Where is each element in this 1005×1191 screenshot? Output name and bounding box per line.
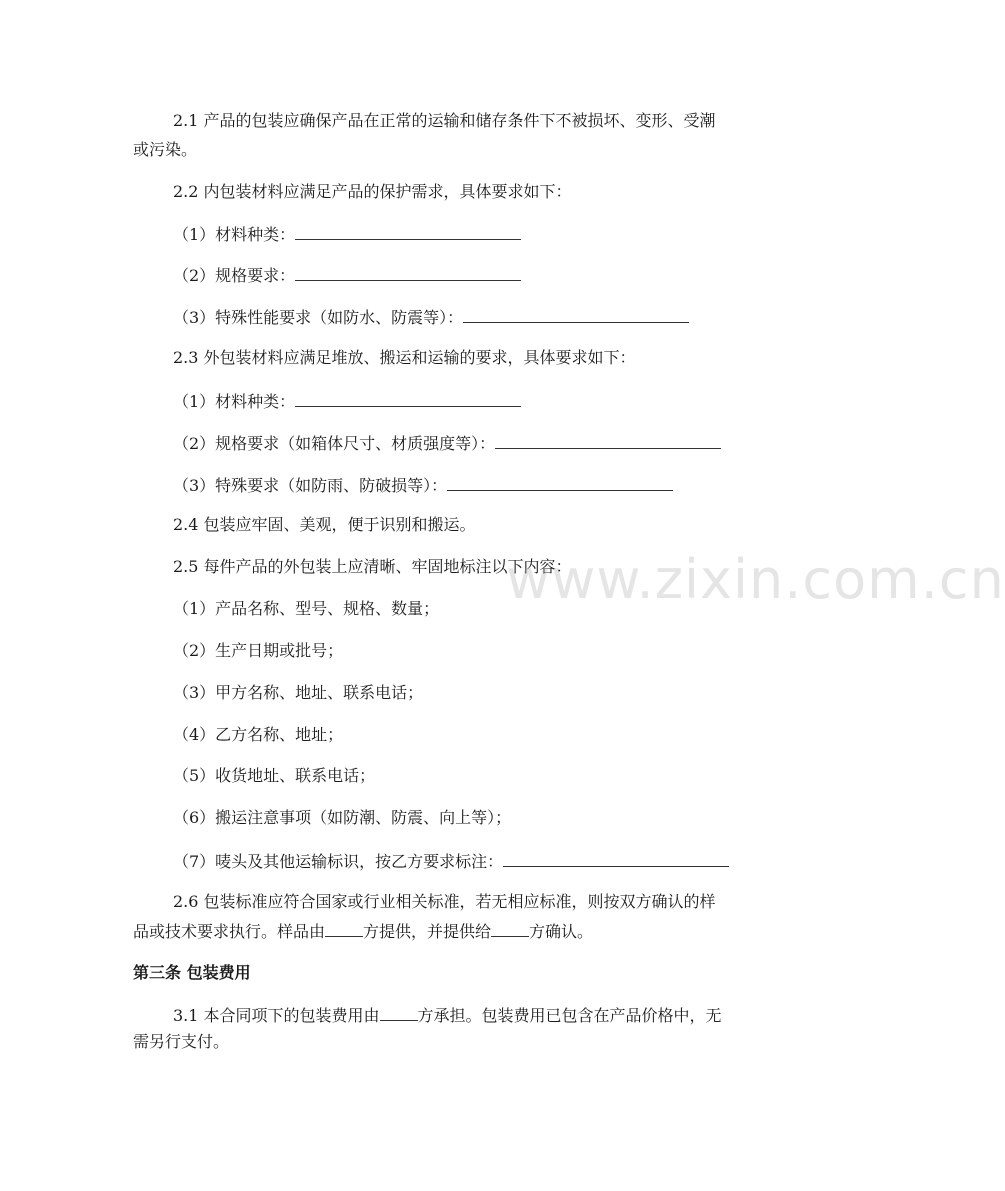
clause-2-2-item-2 bbox=[173, 264, 521, 286]
clause-2-5-item-1: （1）产品名称、型号、规格、数量； bbox=[173, 599, 440, 618]
fill-in-blank[interactable] bbox=[463, 306, 689, 323]
clause-2-5-item-3: （3）甲方名称、地址、联系电话； bbox=[173, 683, 424, 702]
section-3-heading: 第三条 包装费用 bbox=[133, 963, 251, 982]
clause-2-5-item-7 bbox=[173, 850, 729, 872]
clause-2-5: 2.5 每件产品的外包装上应清晰、牢固地标注以下内容： bbox=[173, 557, 572, 576]
watermark-text: www.zixin.com.cn bbox=[506, 548, 1005, 611]
clause-2-3-item-1 bbox=[173, 390, 521, 412]
clause-2-2-item-3 bbox=[173, 306, 689, 328]
clause-2-3: 2.3 外包装材料应满足堆放、搬运和运输的要求，具体要求如下： bbox=[173, 348, 636, 367]
text-segment: 方承担。包装费用已包含在产品价格中，无 bbox=[417, 1006, 722, 1025]
item-label: （3）特殊要求（如防雨、防破损等）： bbox=[173, 476, 448, 495]
text-segment: 方确认。 bbox=[529, 922, 594, 941]
clause-3-1-line1 bbox=[173, 1004, 722, 1026]
fill-in-blank[interactable] bbox=[295, 390, 521, 407]
clause-3-1-line2: 需另行支付。 bbox=[133, 1032, 230, 1051]
fill-in-blank[interactable] bbox=[491, 920, 529, 937]
item-label: （3）特殊性能要求（如防水、防震等）： bbox=[173, 308, 464, 327]
clause-2-1-line1: 2.1 产品的包装应确保产品在正常的运输和储存条件下不被损坏、变形、受潮 bbox=[173, 111, 716, 130]
fill-in-blank[interactable] bbox=[295, 264, 521, 281]
clause-2-4: 2.4 包装应牢固、美观，便于识别和搬运。 bbox=[173, 515, 476, 534]
text-segment: 3.1 本合同项下的包装费用由 bbox=[173, 1006, 380, 1025]
clause-2-5-item-2: （2）生产日期或批号； bbox=[173, 641, 344, 660]
item-label: （2）规格要求： bbox=[173, 266, 296, 285]
clause-2-6-line2 bbox=[133, 920, 593, 942]
fill-in-blank[interactable] bbox=[325, 920, 363, 937]
clause-2-5-item-6: （6）搬运注意事项（如防潮、防震、向上等）； bbox=[173, 808, 512, 827]
clause-2-5-item-5: （5）收货地址、联系电话； bbox=[173, 766, 376, 785]
clause-2-5-item-4: （4）乙方名称、地址； bbox=[173, 725, 344, 744]
item-label: （7）唛头及其他运输标识，按乙方要求标注： bbox=[173, 852, 504, 871]
item-label: （1）材料种类： bbox=[173, 392, 296, 411]
fill-in-blank[interactable] bbox=[495, 432, 721, 449]
fill-in-blank[interactable] bbox=[380, 1004, 418, 1021]
clause-2-2-item-1 bbox=[173, 223, 521, 245]
clause-2-1-line2: 或污染。 bbox=[133, 140, 198, 159]
text-segment: 方提供，并提供给 bbox=[363, 922, 492, 941]
fill-in-blank[interactable] bbox=[503, 850, 729, 867]
item-label: （2）规格要求（如箱体尺寸、材质强度等）： bbox=[173, 434, 496, 453]
fill-in-blank[interactable] bbox=[447, 474, 673, 491]
clause-2-3-item-2 bbox=[173, 432, 721, 454]
clause-2-3-item-3 bbox=[173, 474, 673, 496]
clause-2-6-line1: 2.6 包装标准应符合国家或行业相关标准，若无相应标准，则按双方确认的样 bbox=[173, 892, 716, 911]
clause-2-2: 2.2 内包装材料应满足产品的保护需求，具体要求如下： bbox=[173, 182, 572, 201]
fill-in-blank[interactable] bbox=[295, 223, 521, 240]
item-label: （1）材料种类： bbox=[173, 225, 296, 244]
text-segment: 品或技术要求执行。样品由 bbox=[133, 922, 326, 941]
